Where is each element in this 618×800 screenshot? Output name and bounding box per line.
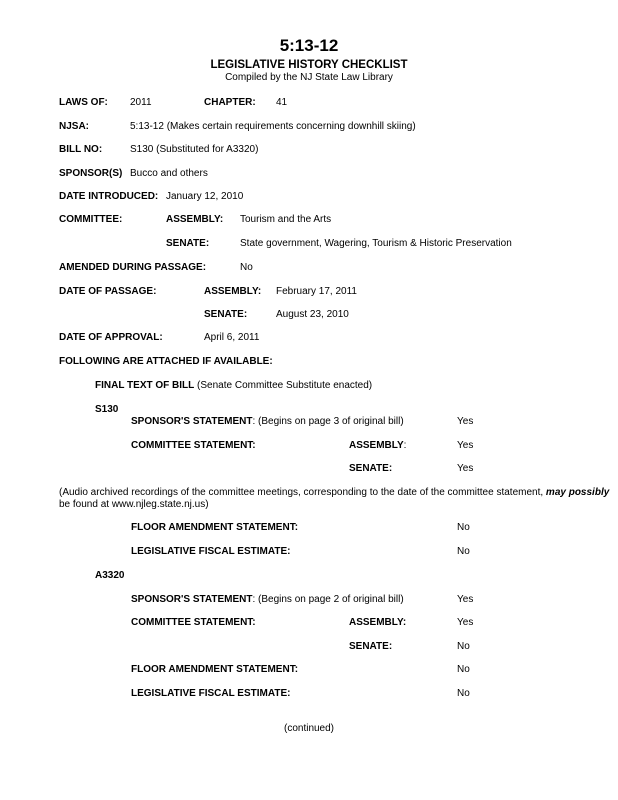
attachments-heading: FOLLOWING ARE ATTACHED IF AVAILABLE: — [59, 356, 273, 367]
s130-assembly-colon: : — [403, 440, 407, 451]
sponsors-label: SPONSOR(S) — [59, 168, 123, 179]
committee-assembly-value: Tourism and the Arts — [240, 214, 332, 225]
a3320-floor-value: No — [457, 664, 470, 675]
date-introduced-value: January 12, 2010 — [166, 191, 244, 202]
s130-assembly-value: Yes — [457, 440, 474, 451]
passage-assembly-label: ASSEMBLY: — [204, 286, 262, 297]
s130-assembly-line — [349, 440, 406, 452]
final-text-note: (Senate Committee Substitute enacted) — [194, 380, 373, 391]
s130-fiscal-label: LEGISLATIVE FISCAL ESTIMATE: — [131, 546, 291, 557]
a3320-committee-label: COMMITTEE STATEMENT: — [131, 617, 256, 628]
committee-label: COMMITTEE: — [59, 214, 123, 225]
compiled-by: Compiled by the NJ State Law Library — [225, 72, 393, 83]
audio-note-line2: be found at www.njleg.state.nj.us) — [59, 499, 209, 510]
a3320-floor-label: FLOOR AMENDMENT STATEMENT: — [131, 664, 299, 675]
date-introduced-label: DATE INTRODUCED: — [59, 191, 159, 202]
committee-senate-value: State government, Wagering, Tourism & Historic Preservation — [240, 238, 512, 249]
final-text-label: FINAL TEXT OF BILL — [95, 380, 195, 391]
laws-of-value: 2011 — [130, 97, 152, 108]
a3320-sponsor-note: : (Begins on page 2 of original bill) — [252, 594, 404, 605]
s130-heading: S130 — [95, 404, 119, 415]
s130-sponsor-label: SPONSOR'S STATEMENT — [131, 416, 253, 427]
bill-no-value: S130 (Substituted for A3320) — [130, 144, 259, 155]
s130-sponsor-value: Yes — [457, 416, 474, 427]
s130-senate-value: Yes — [457, 463, 474, 474]
passage-assembly-value: February 17, 2011 — [276, 286, 357, 297]
a3320-sponsor-label: SPONSOR'S STATEMENT — [131, 594, 253, 605]
a3320-assembly-value: Yes — [457, 617, 474, 628]
s130-floor-label: FLOOR AMENDMENT STATEMENT: — [131, 522, 299, 533]
a3320-heading: A3320 — [95, 570, 125, 581]
statute-number: 5:13-12 — [279, 36, 339, 55]
date-of-approval-label: DATE OF APPROVAL: — [59, 332, 163, 343]
njsa-value: 5:13-12 (Makes certain requirements concerning downhill skiing) — [130, 121, 416, 132]
bill-no-label: BILL NO: — [59, 144, 103, 155]
audio-note-emphasis: may possibly — [545, 487, 610, 498]
a3320-sponsor-value: Yes — [457, 594, 474, 605]
a3320-fiscal-value: No — [457, 688, 470, 699]
a3320-senate-value: No — [457, 641, 470, 652]
committee-assembly-label: ASSEMBLY: — [166, 214, 224, 225]
passage-senate-value: August 23, 2010 — [276, 309, 349, 320]
chapter-value: 41 — [276, 97, 288, 108]
audio-note-line1 — [59, 487, 609, 499]
page-title: LEGISLATIVE HISTORY CHECKLIST — [210, 59, 408, 71]
s130-senate-label: SENATE: — [349, 463, 393, 474]
date-of-passage-label: DATE OF PASSAGE: — [59, 286, 157, 297]
s130-assembly-label: ASSEMBLY — [349, 440, 404, 451]
amended-label: AMENDED DURING PASSAGE: — [59, 262, 207, 273]
s130-fiscal-value: No — [457, 546, 470, 557]
committee-senate-label: SENATE: — [166, 238, 210, 249]
njsa-label: NJSA: — [59, 121, 90, 132]
s130-sponsor-note: : (Begins on page 3 of original bill) — [252, 416, 404, 427]
audio-note-text: (Audio archived recordings of the committee meetings, corresponding to the date of the committee statement, — [59, 487, 546, 498]
passage-senate-label: SENATE: — [204, 309, 248, 320]
chapter-label: CHAPTER: — [204, 97, 256, 108]
a3320-fiscal-label: LEGISLATIVE FISCAL ESTIMATE: — [131, 688, 291, 699]
a3320-assembly-label: ASSEMBLY: — [349, 617, 407, 628]
laws-of-label: LAWS OF: — [59, 97, 108, 108]
sponsors-value: Bucco and others — [130, 168, 208, 179]
a3320-senate-label: SENATE: — [349, 641, 393, 652]
amended-value: No — [240, 262, 253, 273]
continued-note: (continued) — [283, 723, 335, 734]
s130-committee-label: COMMITTEE STATEMENT: — [131, 440, 256, 451]
s130-floor-value: No — [457, 522, 470, 533]
date-of-approval-value: April 6, 2011 — [204, 332, 260, 343]
s130-sponsor-line — [131, 416, 404, 428]
final-text-line — [95, 380, 372, 392]
a3320-sponsor-line — [131, 594, 404, 606]
